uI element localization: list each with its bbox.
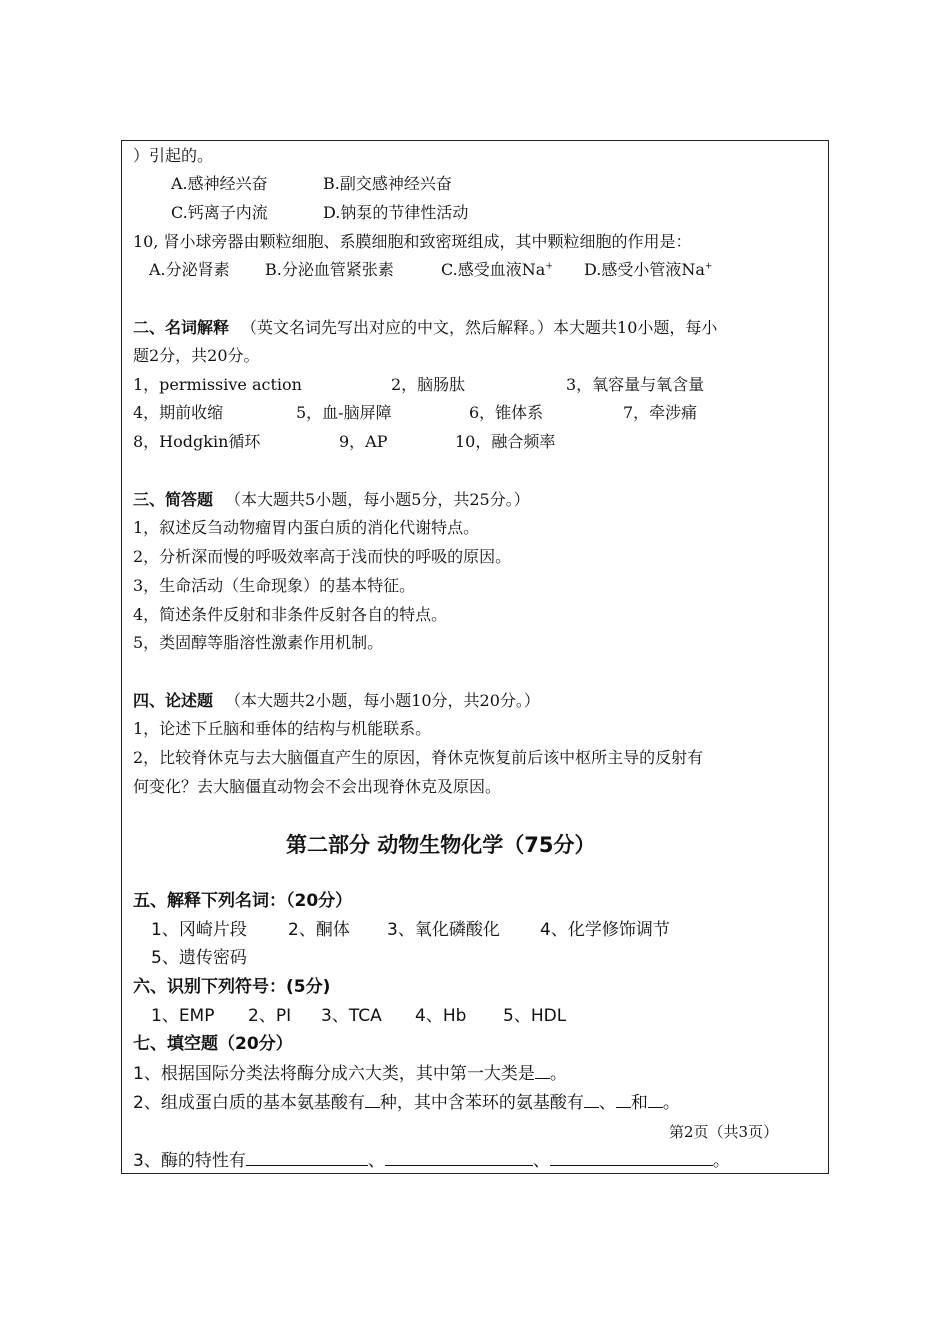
exam-page-frame (121, 140, 829, 1174)
fill-question-1: 1、根据国际分类法将酶分成六大类，其中第一大类是 。 (133, 1064, 567, 1084)
fill-blank[interactable] (648, 1093, 663, 1108)
term-6: 6，锥体系 (469, 403, 544, 422)
symbol-1: 1、EMP (151, 1006, 215, 1026)
section3-heading (133, 490, 530, 510)
section4-note: （本大题共2小题，每小题10分，共20分。） (225, 691, 540, 710)
symbol-2: 2、PI (248, 1006, 292, 1026)
symbol-5: 5、HDL (503, 1006, 567, 1026)
fill-blank[interactable] (365, 1093, 380, 1108)
q9-option-b: B.副交感神经兴奋 (323, 174, 452, 193)
biochem-term-2: 2、酮体 (288, 920, 350, 940)
term-4: 4，期前收缩 (133, 403, 224, 422)
q9-option-d: D.钠泵的节律性活动 (323, 203, 469, 222)
fill-blank[interactable] (550, 1151, 713, 1166)
section6-title: 六、识别下列符号：(5分) (133, 977, 331, 997)
biochem-term-1: 1、冈崎片段 (151, 920, 247, 940)
q10-option-c: C.感受血液Na+ (441, 260, 553, 279)
fill-question-2: 2、组成蛋白质的基本氨基酸有 种，其中含苯环的氨基酸有 、 和 。 (133, 1093, 680, 1113)
short-answer-3: 3，生命活动（生命现象）的基本特征。 (133, 576, 416, 595)
fill-blank[interactable] (616, 1093, 631, 1108)
section2-note: （英文名词先写出对应的中文，然后解释。）本大题共10小题，每小 (241, 318, 718, 337)
term-3: 3，氧容量与氧含量 (566, 375, 705, 394)
biochem-term-4: 4、化学修饰调节 (540, 920, 670, 940)
term-8: 8，Hodgkin循环 (133, 432, 261, 451)
essay-2-cont: 何变化？去大脑僵直动物会不会出现脊休克及原因。 (133, 777, 502, 796)
term-2: 2，脑肠肽 (391, 375, 466, 394)
symbol-4: 4、Hb (415, 1006, 467, 1026)
essay-1: 1，论述下丘脑和垂体的结构与机能联系。 (133, 719, 432, 738)
term-1: 1，permissive action (133, 375, 302, 394)
short-answer-1: 1，叙述反刍动物瘤胃内蛋白质的消化代谢特点。 (133, 518, 480, 537)
fill-blank[interactable] (246, 1151, 368, 1166)
section7-title: 七、填空题（20分） (133, 1034, 293, 1054)
q10-option-d: D.感受小管液Na+ (584, 260, 713, 279)
section3-note: （本大题共5小题，每小题5分，共25分。） (225, 490, 530, 509)
fill-blank[interactable] (535, 1064, 550, 1079)
section2-heading (133, 318, 717, 338)
section2-title: 二、名词解释 (133, 318, 230, 337)
section5-title: 五、解释下列名词：（20分） (133, 891, 353, 911)
part2-title: 第二部分 动物生物化学（75分） (286, 833, 596, 857)
biochem-term-3: 3、氧化磷酸化 (387, 920, 500, 940)
section4-title: 四、论述题 (133, 691, 214, 710)
biochem-term-5: 5、遗传密码 (151, 948, 247, 968)
q10-stem: 10, 肾小球旁器由颗粒细胞、系膜细胞和致密斑组成，其中颗粒细胞的作用是： (133, 232, 692, 251)
q9-stem-tail: ）引起的。 (133, 146, 214, 165)
symbol-3: 3、TCA (321, 1006, 382, 1026)
short-answer-5: 5，类固醇等脂溶性激素作用机制。 (133, 633, 384, 652)
term-7: 7，牵涉痛 (623, 403, 698, 422)
q9-option-c: C.钙离子内流 (171, 203, 268, 222)
fill-blank[interactable] (385, 1151, 533, 1166)
essay-2: 2，比较脊休克与去大脑僵直产生的原因，脊休克恢复前后该中枢所主导的反射有 (133, 748, 704, 767)
section2-note-cont: 题2分，共20分。 (133, 346, 260, 365)
fill-question-3: 3、酶的特性有 、 、 。 (133, 1151, 730, 1171)
term-9: 9，AP (339, 432, 388, 451)
q10-option-b: B.分泌血管紧张素 (265, 260, 394, 279)
q9-option-a: A.感神经兴奋 (171, 174, 268, 193)
q10-option-a: A.分泌肾素 (149, 260, 230, 279)
section4-heading (133, 691, 540, 711)
term-5: 5，血-脑屏障 (296, 403, 392, 422)
fill-blank[interactable] (584, 1093, 599, 1108)
term-10: 10，融合频率 (455, 432, 556, 451)
section3-title: 三、简答题 (133, 490, 214, 509)
short-answer-4: 4，简述条件反射和非条件反射各自的特点。 (133, 605, 448, 624)
page-number: 第2页（共3页） (669, 1123, 779, 1141)
short-answer-2: 2，分析深而慢的呼吸效率高于浅而快的呼吸的原因。 (133, 547, 512, 566)
